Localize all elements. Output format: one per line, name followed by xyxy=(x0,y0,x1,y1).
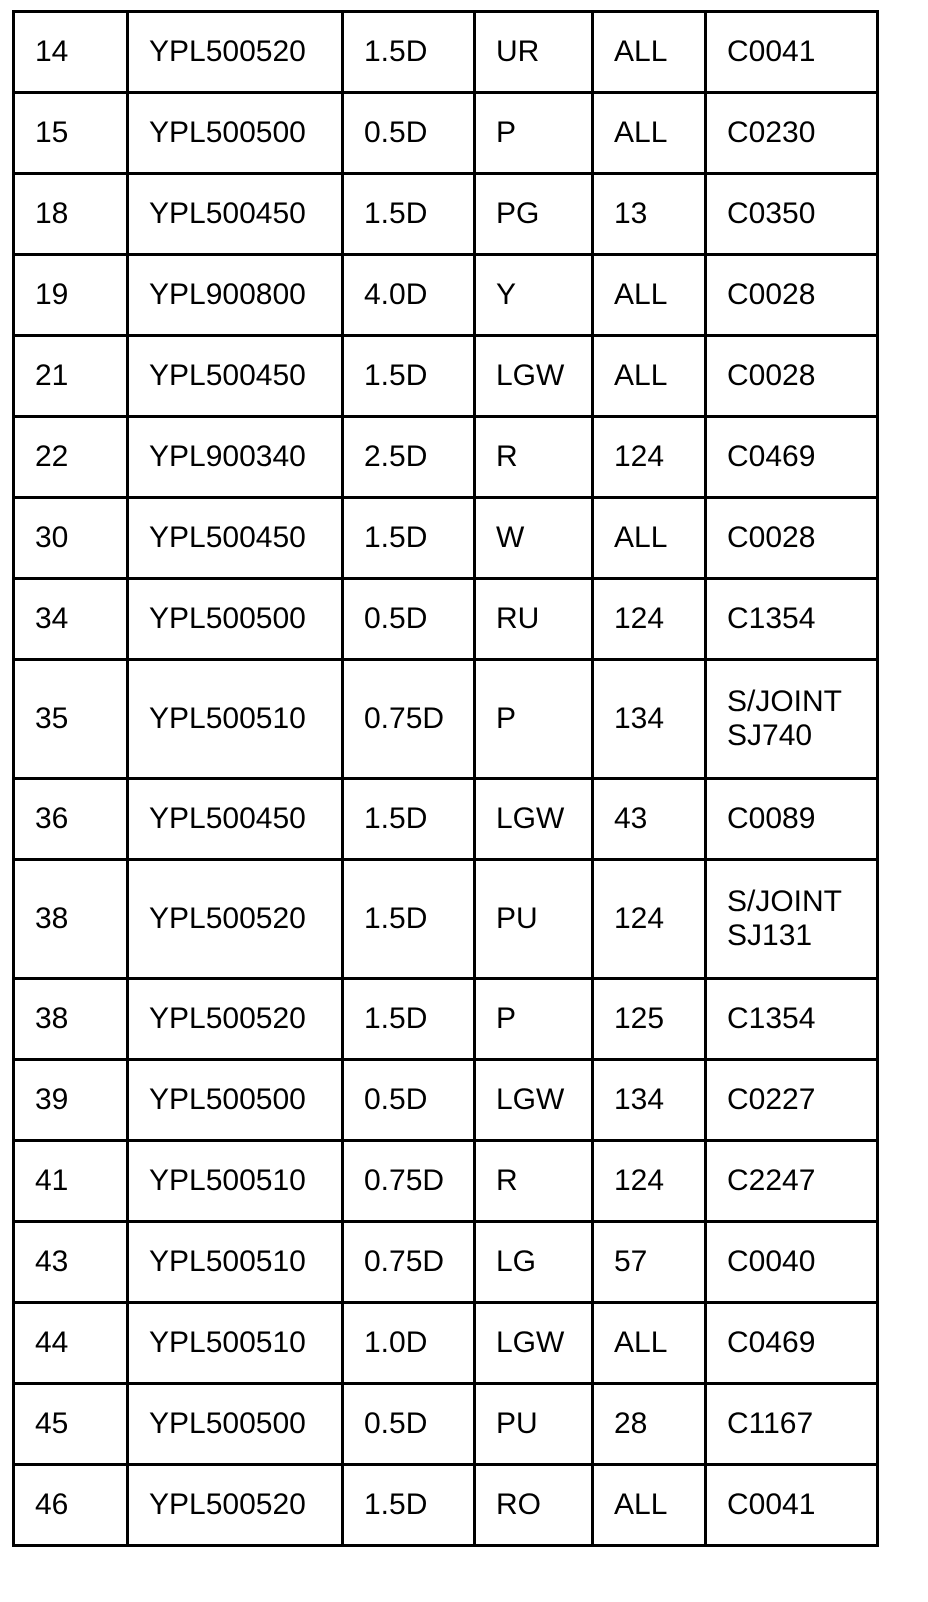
cell-color: PG xyxy=(475,174,593,255)
cell-code: C0227 xyxy=(706,1060,878,1141)
cell-code: C1354 xyxy=(706,979,878,1060)
cell-scope: 134 xyxy=(593,1060,706,1141)
cell-code: C0469 xyxy=(706,1303,878,1384)
cell-part: YPL500450 xyxy=(128,779,343,860)
cell-color: LGW xyxy=(475,1303,593,1384)
cell-size: 1.5D xyxy=(343,12,475,93)
table-row xyxy=(14,1060,878,1141)
cell-scope: 125 xyxy=(593,979,706,1060)
cell-color: PU xyxy=(475,1384,593,1465)
cell-no: 43 xyxy=(14,1222,128,1303)
cell-part: YPL500520 xyxy=(128,12,343,93)
table-row xyxy=(14,579,878,660)
cell-size: 1.5D xyxy=(343,979,475,1060)
cell-size: 4.0D xyxy=(343,255,475,336)
cell-code: C1354 xyxy=(706,579,878,660)
cell-color: P xyxy=(475,93,593,174)
cell-code: C0350 xyxy=(706,174,878,255)
cell-scope: 124 xyxy=(593,1141,706,1222)
cell-scope: ALL xyxy=(593,1303,706,1384)
cell-no: 38 xyxy=(14,979,128,1060)
cell-part: YPL500450 xyxy=(128,336,343,417)
table-row xyxy=(14,660,878,779)
cell-size: 1.5D xyxy=(343,1465,475,1546)
cell-scope: 43 xyxy=(593,779,706,860)
cell-color: RO xyxy=(475,1465,593,1546)
cell-scope: 28 xyxy=(593,1384,706,1465)
cell-scope: ALL xyxy=(593,1465,706,1546)
cell-part: YPL500500 xyxy=(128,1060,343,1141)
cell-part: YPL500500 xyxy=(128,579,343,660)
cell-no: 15 xyxy=(14,93,128,174)
cell-size: 1.5D xyxy=(343,336,475,417)
table-row xyxy=(14,255,878,336)
cell-code: C0041 xyxy=(706,12,878,93)
cell-scope: ALL xyxy=(593,336,706,417)
cell-size: 1.5D xyxy=(343,779,475,860)
cell-size: 0.5D xyxy=(343,1060,475,1141)
cell-color: UR xyxy=(475,12,593,93)
cell-size: 2.5D xyxy=(343,417,475,498)
cell-size: 1.5D xyxy=(343,174,475,255)
cell-no: 18 xyxy=(14,174,128,255)
table-row xyxy=(14,779,878,860)
cell-code: C0028 xyxy=(706,336,878,417)
cell-no: 45 xyxy=(14,1384,128,1465)
cell-part: YPL500510 xyxy=(128,660,343,779)
cell-color: PU xyxy=(475,860,593,979)
cell-scope: ALL xyxy=(593,12,706,93)
table-row xyxy=(14,1384,878,1465)
cell-code: C0089 xyxy=(706,779,878,860)
table-row xyxy=(14,174,878,255)
cell-no: 14 xyxy=(14,12,128,93)
cell-no: 38 xyxy=(14,860,128,979)
cell-part: YPL500450 xyxy=(128,174,343,255)
cell-size: 0.75D xyxy=(343,660,475,779)
cell-code: C0041 xyxy=(706,1465,878,1546)
table-row xyxy=(14,498,878,579)
table-row xyxy=(14,1222,878,1303)
cell-no: 39 xyxy=(14,1060,128,1141)
cell-color: R xyxy=(475,1141,593,1222)
cell-code: S/JOINT SJ740 xyxy=(706,660,878,779)
cell-part: YPL500520 xyxy=(128,860,343,979)
cell-color: W xyxy=(475,498,593,579)
cell-part: YPL500510 xyxy=(128,1141,343,1222)
cell-code: C0040 xyxy=(706,1222,878,1303)
cell-code: S/JOINT SJ131 xyxy=(706,860,878,979)
table-row xyxy=(14,93,878,174)
cell-size: 0.75D xyxy=(343,1141,475,1222)
cell-color: P xyxy=(475,979,593,1060)
cell-part: YPL500510 xyxy=(128,1222,343,1303)
table-row xyxy=(14,1303,878,1384)
table-row xyxy=(14,12,878,93)
cell-part: YPL500520 xyxy=(128,1465,343,1546)
cell-scope: 124 xyxy=(593,860,706,979)
cell-size: 0.5D xyxy=(343,93,475,174)
table-row xyxy=(14,979,878,1060)
table-row xyxy=(14,417,878,498)
cell-size: 1.5D xyxy=(343,498,475,579)
cell-size: 0.75D xyxy=(343,1222,475,1303)
cell-scope: 134 xyxy=(593,660,706,779)
cell-no: 22 xyxy=(14,417,128,498)
cell-color: LG xyxy=(475,1222,593,1303)
cell-scope: ALL xyxy=(593,255,706,336)
cell-part: YPL500450 xyxy=(128,498,343,579)
cell-color: LGW xyxy=(475,336,593,417)
cell-no: 41 xyxy=(14,1141,128,1222)
cell-scope: 13 xyxy=(593,174,706,255)
cell-scope: 124 xyxy=(593,417,706,498)
table-row xyxy=(14,1141,878,1222)
cell-color: LGW xyxy=(475,779,593,860)
cell-color: R xyxy=(475,417,593,498)
wire-table xyxy=(12,10,879,1547)
cell-code: C0230 xyxy=(706,93,878,174)
cell-no: 44 xyxy=(14,1303,128,1384)
cell-color: LGW xyxy=(475,1060,593,1141)
cell-part: YPL500500 xyxy=(128,1384,343,1465)
cell-size: 0.5D xyxy=(343,1384,475,1465)
cell-scope: 57 xyxy=(593,1222,706,1303)
cell-code: C0028 xyxy=(706,255,878,336)
cell-no: 21 xyxy=(14,336,128,417)
cell-color: RU xyxy=(475,579,593,660)
cell-part: YPL900800 xyxy=(128,255,343,336)
cell-part: YPL900340 xyxy=(128,417,343,498)
cell-no: 34 xyxy=(14,579,128,660)
cell-no: 46 xyxy=(14,1465,128,1546)
wire-table-body xyxy=(14,12,878,1546)
cell-size: 1.0D xyxy=(343,1303,475,1384)
cell-color: P xyxy=(475,660,593,779)
table-row xyxy=(14,860,878,979)
cell-scope: ALL xyxy=(593,498,706,579)
table-row xyxy=(14,1465,878,1546)
cell-code: C0469 xyxy=(706,417,878,498)
cell-code: C0028 xyxy=(706,498,878,579)
table-row xyxy=(14,336,878,417)
cell-part: YPL500510 xyxy=(128,1303,343,1384)
cell-no: 19 xyxy=(14,255,128,336)
cell-size: 0.5D xyxy=(343,579,475,660)
cell-no: 35 xyxy=(14,660,128,779)
cell-part: YPL500520 xyxy=(128,979,343,1060)
cell-part: YPL500500 xyxy=(128,93,343,174)
cell-color: Y xyxy=(475,255,593,336)
cell-code: C1167 xyxy=(706,1384,878,1465)
cell-code: C2247 xyxy=(706,1141,878,1222)
cell-scope: 124 xyxy=(593,579,706,660)
cell-no: 36 xyxy=(14,779,128,860)
cell-scope: ALL xyxy=(593,93,706,174)
cell-no: 30 xyxy=(14,498,128,579)
cell-size: 1.5D xyxy=(343,860,475,979)
